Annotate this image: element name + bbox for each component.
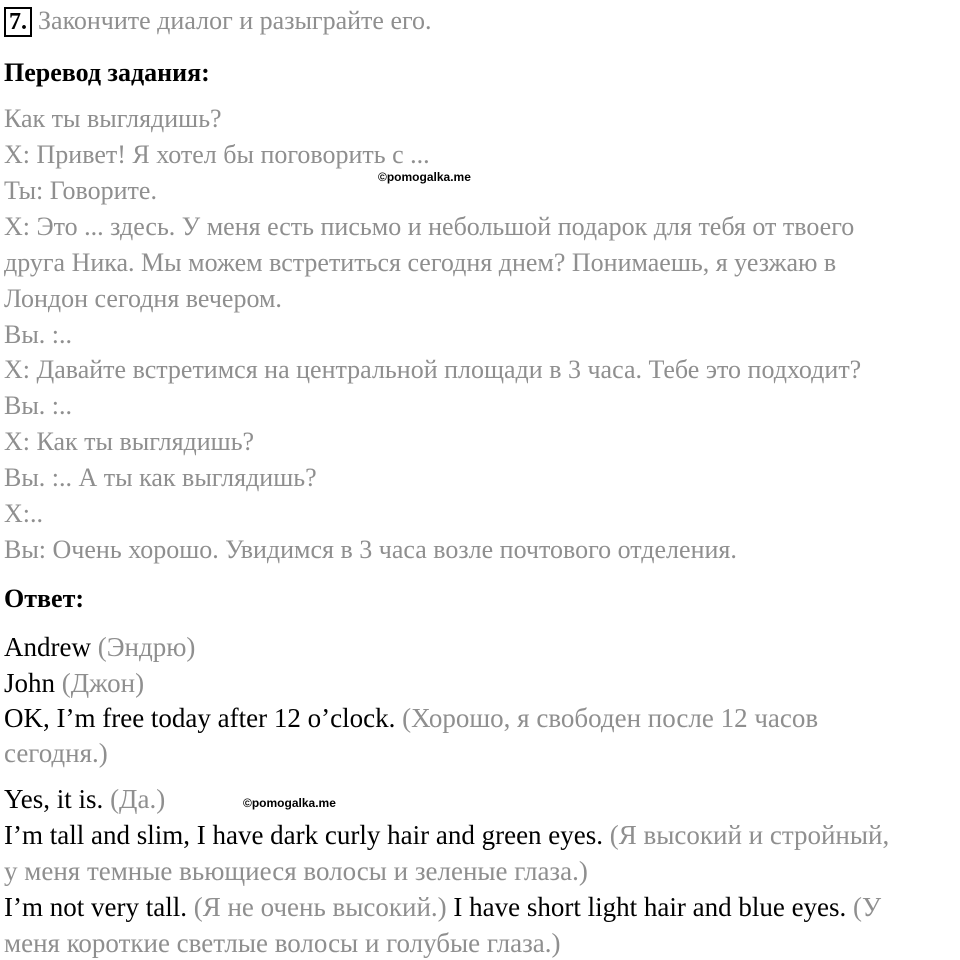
answer-en: I’m tall and slim, I have dark curly hair and green eyes. — [4, 820, 604, 850]
answer-ru: (Я высокий и стройный, — [609, 820, 890, 850]
answer-line — [4, 738, 108, 768]
answer-en: I’m not very tall. — [4, 892, 187, 922]
watermark: ©pomogalka.me — [378, 170, 471, 184]
translation-line: Вы. :.. — [4, 391, 73, 420]
answer-ru: (Хорошо, я свободен после 12 часов — [402, 703, 819, 733]
translation-line: Вы. :.. — [4, 320, 73, 349]
task-instruction: Закончите диалог и разыграйте его. — [38, 6, 432, 35]
answer-ru: сегодня.) — [4, 738, 108, 768]
translation-line: X: Как ты выглядишь? — [4, 427, 255, 456]
translation-line: X:.. — [4, 499, 43, 528]
translation-line: Вы: Очень хорошо. Увидимся в 3 часа возле почтового отделения. — [4, 535, 737, 564]
answer-en: Andrew — [4, 632, 91, 662]
translation-line: X: Привет! Я хотел бы поговорить с ... — [4, 140, 430, 169]
answer-line — [4, 892, 881, 922]
answer-line — [4, 632, 195, 662]
watermark: ©pomogalka.me — [243, 796, 336, 810]
translation-heading: Перевод задания: — [4, 58, 210, 87]
translation-line: Лондон сегодня вечером. — [4, 284, 282, 313]
answer-line — [4, 703, 818, 733]
answer-en: I have short light hair and blue eyes. — [453, 892, 847, 922]
answer-ru: (Эндрю) — [97, 632, 196, 662]
answer-ru: (Джон) — [61, 668, 145, 698]
translation-line: Вы. :.. А ты как выглядишь? — [4, 463, 317, 492]
answer-line — [4, 856, 588, 886]
answer-line — [4, 668, 144, 698]
answer-ru: меня короткие светлые волосы и голубые глаза.) — [4, 928, 561, 958]
answer-heading: Ответ: — [4, 584, 85, 613]
answer-ru: (Я не очень высокий.) — [193, 892, 447, 922]
translation-line: X: Это ... здесь. У меня есть письмо и небольшой подарок для тебя от твоего — [4, 212, 855, 241]
answer-line — [4, 928, 560, 958]
answer-ru: у меня темные вьющиеся волосы и зеленые глаза.) — [4, 856, 588, 886]
answer-en: John — [4, 668, 56, 698]
translation-line: Как ты выглядишь? — [4, 104, 222, 133]
translation-line: X: Давайте встретимся на центральной площади в 3 часа. Тебе это подходит? — [4, 355, 862, 384]
task-header — [4, 6, 432, 37]
translation-line: Ты: Говорите. — [4, 176, 157, 205]
answer-en: Yes, it is. — [4, 784, 104, 814]
task-number: 7. — [4, 7, 32, 37]
answer-line — [4, 820, 889, 850]
answer-ru: (У — [853, 892, 882, 922]
answer-line — [4, 784, 165, 814]
translation-line: друга Ника. Мы можем встретиться сегодня днем? Понимаешь, я уезжаю в — [4, 248, 837, 277]
answer-ru: (Да.) — [110, 784, 166, 814]
answer-en: OK, I’m free today after 12 o’clock. — [4, 703, 396, 733]
